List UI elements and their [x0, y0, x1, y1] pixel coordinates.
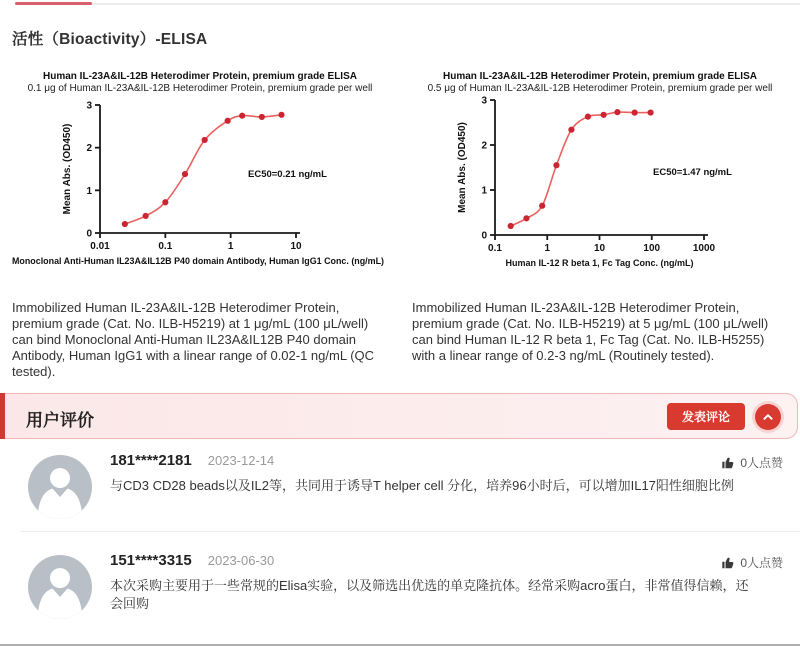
- avatar: [28, 555, 92, 619]
- svg-text:0.1: 0.1: [488, 243, 502, 254]
- review-username: 151****3315: [110, 552, 192, 569]
- elisa-chart-left-plot: [0, 95, 400, 281]
- like-button[interactable]: [721, 554, 783, 571]
- review-meta: [110, 552, 274, 569]
- like-button[interactable]: [721, 454, 783, 471]
- review-divider: [20, 531, 800, 532]
- review-date: 2023-06-30: [207, 553, 275, 568]
- svg-text:0: 0: [481, 230, 487, 242]
- svg-text:Mean Abs. (OD450): Mean Abs. (OD450): [457, 122, 468, 213]
- chart-subtitle: 0.5 μg of Human IL-23A&IL-12B Heterodimer Protein, premium grade per well: [427, 83, 773, 94]
- svg-text:1: 1: [227, 241, 234, 252]
- svg-text:3: 3: [481, 95, 487, 107]
- description-left-text: Immobilized Human IL-23A&IL-12B Heterodimer Protein, premium grade (Cat. No. ILB-H5219) at 1 μg/mL (100 μL/well) can bind Monoclonal Anti-Human IL23A&IL12B P40 domain Antibody, Human IgG1 with a linear range of 0.02-1 ng/mL (QC tested).: [12, 300, 375, 379]
- svg-text:Human IL-12 R beta 1, Fc Tag C: Human IL-12 R beta 1, Fc Tag Conc. (ng/mL): [505, 258, 694, 269]
- description-right-text: Immobilized Human IL-23A&IL-12B Heterodimer Protein, premium grade (Cat. No. ILB-H5219) at 5 μg/mL (100 μL/well) can bind Human IL-12 R beta 1, Fc Tag (Cat. No. ILB-H5255) with a linear range of 0.2-3 ng/mL (Routinely tested).: [412, 300, 769, 363]
- review-text: 本次采购主要用于一些常规的Elisa实验，以及筛选出优选的单克隆抗体。经常采购acro蛋白，非常值得信赖，还会回购: [110, 578, 749, 611]
- thumbs-up-icon: [721, 456, 735, 470]
- elisa-chart-right-plot: [400, 95, 800, 281]
- tab-strip-line: [92, 3, 800, 5]
- review-meta: [110, 452, 274, 469]
- review-item: [0, 447, 800, 539]
- svg-text:Mean Abs. (OD450): Mean Abs. (OD450): [62, 123, 73, 215]
- chart-title: Human IL-23A&IL-12B Heterodimer Protein, premium grade ELISA: [443, 71, 757, 82]
- svg-text:100: 100: [643, 243, 661, 254]
- review-username: 181****2181: [110, 452, 192, 469]
- svg-text:1000: 1000: [692, 243, 716, 254]
- review-item: [0, 547, 800, 639]
- charts-row: [0, 62, 800, 290]
- description-left: [0, 300, 400, 380]
- svg-text:10: 10: [593, 243, 606, 254]
- like-count: 0人点赞: [740, 456, 783, 470]
- chevron-up-icon: [760, 409, 776, 425]
- header-accent-bar: [0, 393, 5, 439]
- chart-subtitle: 0.1 μg of Human IL-23A&IL-12B Heterodimer Protein, premium grade per well: [27, 83, 373, 94]
- active-tab-underline: [15, 2, 92, 5]
- descriptions-row: [0, 300, 800, 380]
- svg-text:10: 10: [290, 241, 302, 252]
- elisa-chart-right: [400, 62, 800, 290]
- svg-text:EC50=1.47 ng/mL: EC50=1.47 ng/mL: [653, 167, 732, 178]
- like-count: 0人点赞: [740, 556, 783, 570]
- svg-text:3: 3: [86, 100, 92, 112]
- reviews-header: [0, 393, 798, 439]
- svg-text:1: 1: [544, 243, 551, 254]
- reviews-section-title: 用户评价: [26, 411, 94, 430]
- svg-text:1: 1: [86, 185, 92, 197]
- chart-title: Human IL-23A&IL-12B Heterodimer Protein, premium grade ELISA: [43, 71, 357, 82]
- svg-text:0.01: 0.01: [90, 241, 110, 252]
- svg-text:Monoclonal Anti-Human IL23A&IL: Monoclonal Anti-Human IL23A&IL12B P40 domain Antibody, Human IgG1 Conc. (ng/mL): [12, 256, 384, 267]
- post-review-button[interactable]: 发表评论: [667, 403, 745, 430]
- elisa-chart-left: [0, 62, 400, 290]
- collapse-button[interactable]: [755, 404, 781, 430]
- avatar: [28, 455, 92, 519]
- svg-text:EC50=0.21 ng/mL: EC50=0.21 ng/mL: [248, 169, 327, 180]
- svg-text:1: 1: [481, 185, 487, 197]
- svg-text:2: 2: [481, 140, 487, 152]
- review-date: 2023-12-14: [207, 453, 275, 468]
- thumbs-up-icon: [721, 556, 735, 570]
- svg-text:0.1: 0.1: [158, 241, 173, 252]
- svg-text:0: 0: [86, 228, 92, 240]
- section-title-bioactivity: 活性（Bioactivity）-ELISA: [12, 31, 208, 48]
- description-right: [400, 300, 800, 380]
- svg-text:2: 2: [86, 143, 92, 155]
- review-text: 与CD3 CD28 beads以及IL2等，共同用于诱导T helper cell 分化，培养96小时后，可以增加IL17阳性细胞比例: [110, 478, 734, 493]
